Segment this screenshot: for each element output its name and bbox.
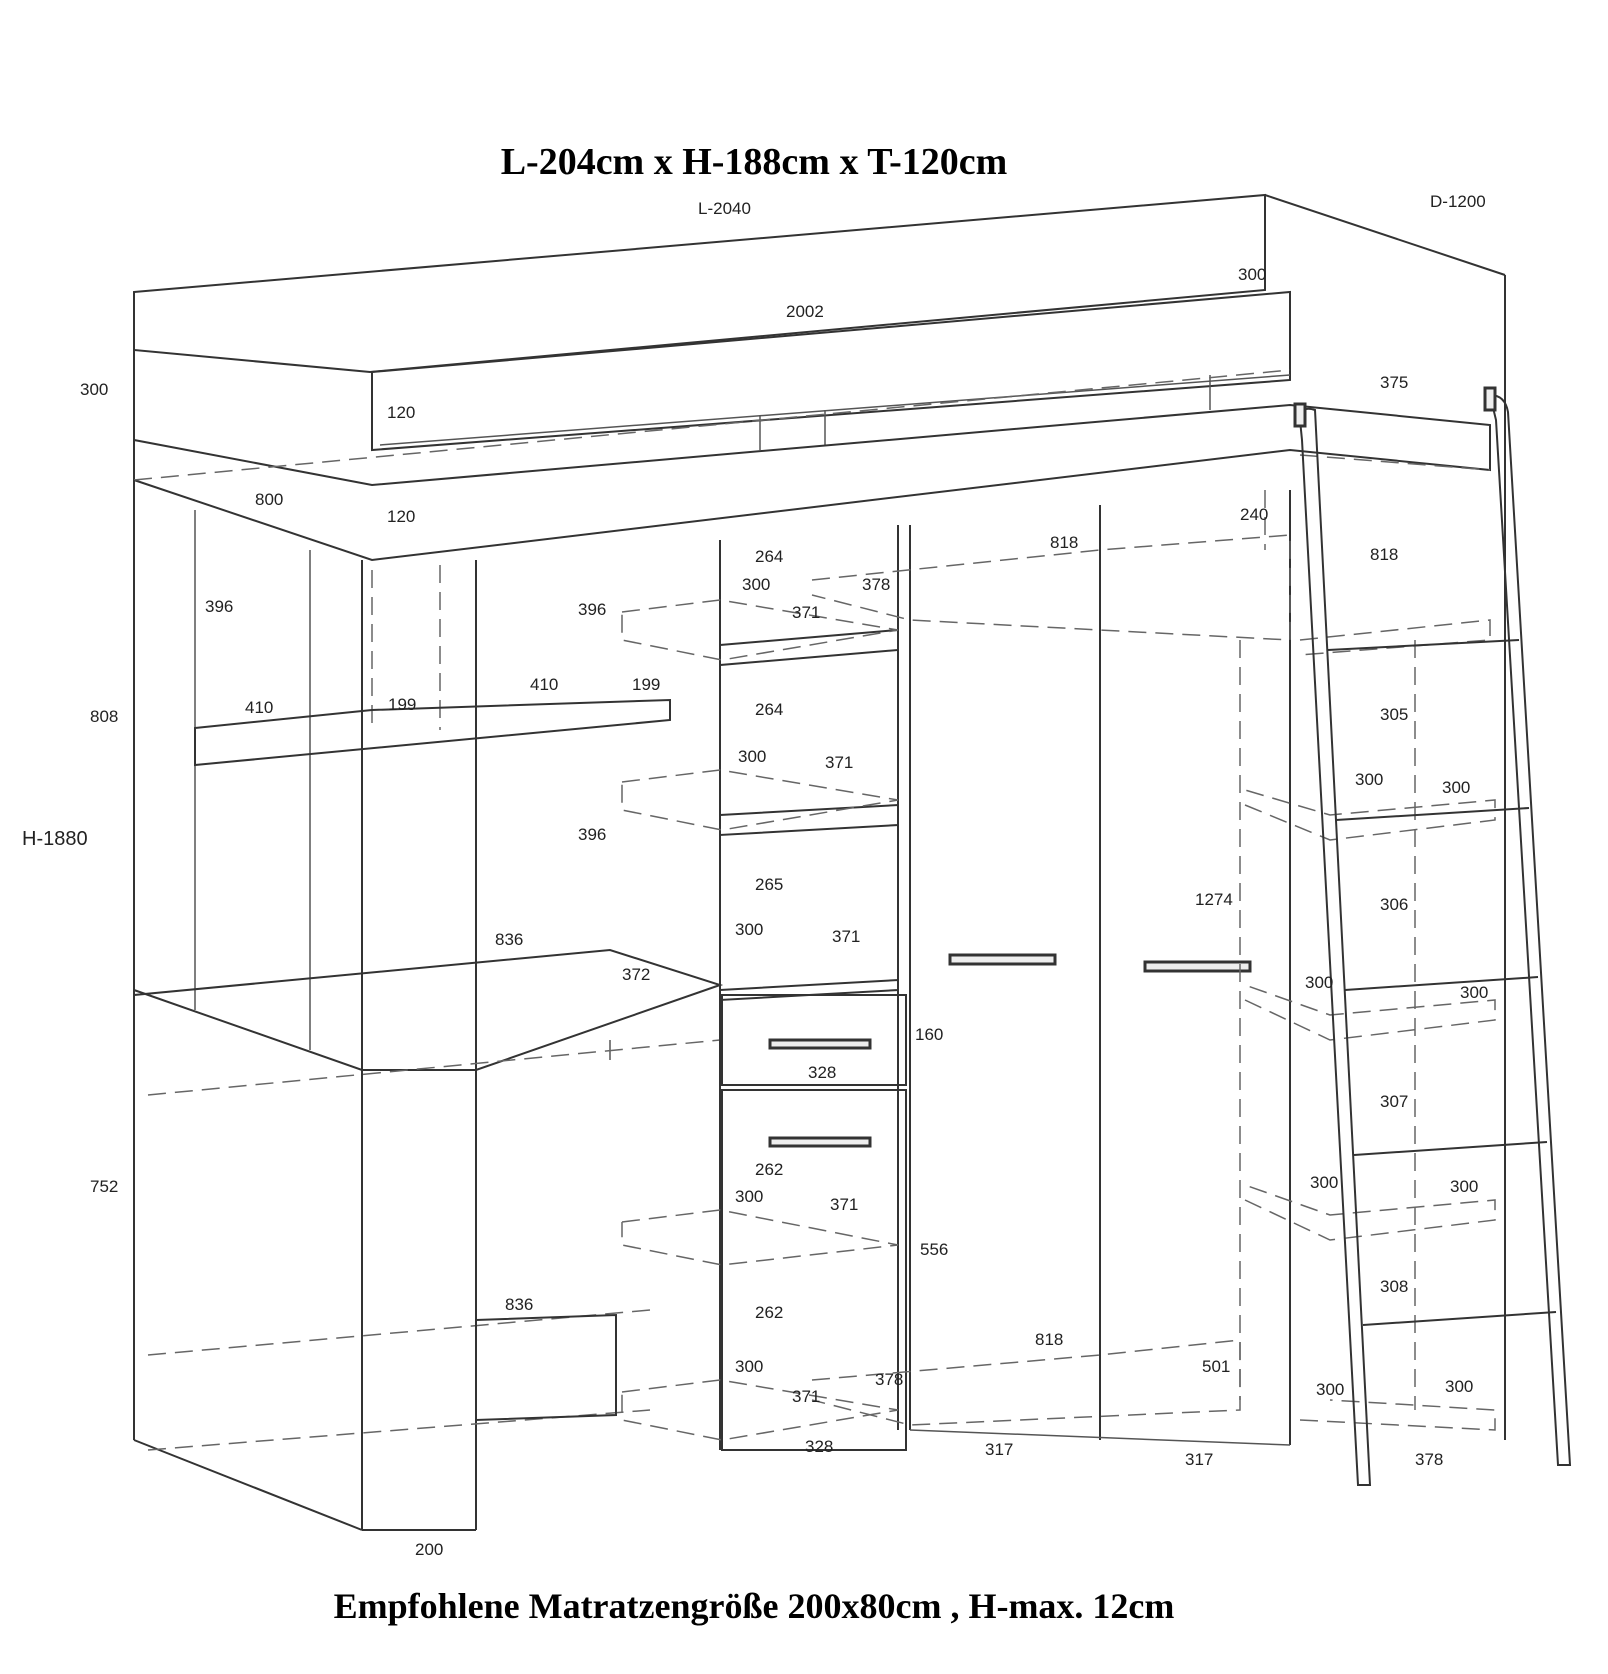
dim-lower-shelf-d-378: 378: [875, 1370, 904, 1389]
drawer-lower-handle[interactable]: [770, 1138, 870, 1146]
dim-lower-h-2: 262: [755, 1303, 784, 1322]
dim-left-shelf-depth: 410: [245, 698, 274, 717]
dim-guard-end: 300: [1238, 265, 1267, 284]
dim-ladder-shelf-w-1b: 300: [1442, 778, 1471, 797]
dim-lower-block: 556: [920, 1240, 949, 1259]
dim-ladder-shelf-w-2a: 300: [1305, 973, 1334, 992]
back-guard-rail: [134, 195, 1265, 372]
dim-wardrobe-depth-top: 818: [1050, 533, 1079, 552]
dim-col-396-b: 396: [578, 825, 607, 844]
dim-guard-height-left: 300: [80, 380, 109, 399]
dim-ladder-shelf-2: 306: [1380, 895, 1409, 914]
wardrobe-handle-left[interactable]: [950, 955, 1055, 964]
dim-ladder-shelf-w-4a: 300: [1316, 1380, 1345, 1399]
dim-shelf-h-3: 265: [755, 875, 784, 894]
diagram-title: L-204cm x H-188cm x T-120cm: [500, 141, 1008, 183]
dim-lower-section: 752: [90, 1177, 119, 1196]
desk-back-panel: [476, 1315, 616, 1420]
dim-wardrobe-inner: 501: [1202, 1357, 1231, 1376]
dim-ladder-shelf-1: 305: [1380, 705, 1409, 724]
dim-ladder-shelf-w-1a: 300: [1355, 770, 1384, 789]
drawer-upper-handle[interactable]: [770, 1040, 870, 1048]
column-shelf-3: [720, 980, 898, 1000]
dim-ladder-depth-top: 818: [1370, 545, 1399, 564]
dim-base-depth: 200: [415, 1540, 444, 1559]
dim-wardrobe-base-a: 317: [985, 1440, 1014, 1459]
dim-ladder-shelf-4: 308: [1380, 1277, 1409, 1296]
dim-desk-depth: 372: [622, 965, 651, 984]
dim-mid-shelf-width: 410: [530, 675, 559, 694]
front-guard-board: [372, 292, 1290, 450]
dim-bed-length: 2002: [786, 302, 824, 321]
diagram-footer: Empfohlene Matratzengröße 200x80cm , H-max. 12cm: [333, 1586, 1175, 1626]
dim-lower-h-1: 262: [755, 1160, 784, 1179]
dim-shelf-d-3: 371: [832, 927, 861, 946]
dim-top-gap: 240: [1240, 505, 1269, 524]
dim-guard-board-1: 120: [387, 403, 416, 422]
dim-ladder-shelf-w-3b: 300: [1450, 1177, 1479, 1196]
dim-desk-width: 836: [495, 930, 524, 949]
dim-wardrobe-height: 1274: [1195, 890, 1233, 909]
dim-mid-shelf-depth: 199: [388, 695, 417, 714]
dim-drawer-width: 328: [808, 1063, 837, 1082]
dim-left-shelf-height: 396: [205, 597, 234, 616]
dim-shelf-w-3: 300: [735, 920, 764, 939]
dim-bottom-panel-width: 836: [505, 1295, 534, 1314]
dim-ladder-opening: 375: [1380, 373, 1409, 392]
dim-shelf-d-378-top: 378: [862, 575, 891, 594]
dim-ladder-shelf-w-3a: 300: [1310, 1173, 1339, 1192]
dim-shelf-d-top: 371: [792, 603, 821, 622]
dim-drawer-height: 160: [915, 1025, 944, 1044]
dim-mid-shelf-depth-2: 199: [632, 675, 661, 694]
dim-depth-overall: D-1200: [1430, 192, 1486, 211]
dim-guard-board-2: 120: [387, 507, 416, 526]
dim-lower-shelf-w-1: 300: [735, 1187, 764, 1206]
ladder-hook-left: [1295, 404, 1305, 426]
dim-ladder-shelf-w-2b: 300: [1460, 983, 1489, 1002]
wardrobe-handle-right[interactable]: [1145, 962, 1250, 971]
dim-length-overall: L-2040: [698, 199, 751, 218]
dim-shelf-w-top: 300: [742, 575, 771, 594]
dim-lower-shelf-d-1: 371: [830, 1195, 859, 1214]
column-shelf-2: [720, 805, 898, 835]
dim-wardrobe-depth-bottom: 818: [1035, 1330, 1064, 1349]
dim-col-396-a: 396: [578, 600, 607, 619]
dim-base-width-328: 328: [805, 1437, 834, 1456]
dim-ladder-base: 378: [1415, 1450, 1444, 1469]
dim-wardrobe-base-b: 317: [1185, 1450, 1214, 1469]
dim-upper-section: 808: [90, 707, 119, 726]
dim-shelf-w-2: 300: [738, 747, 767, 766]
dim-ladder-shelf-w-4b: 300: [1445, 1377, 1474, 1396]
ladder-hook-right: [1485, 388, 1495, 410]
bed-deck: [134, 405, 1490, 560]
dim-shelf-h-2: 264: [755, 700, 784, 719]
ladder[interactable]: [1300, 395, 1570, 1485]
dim-lower-shelf-d-2: 371: [792, 1387, 821, 1406]
dim-lower-shelf-w-2: 300: [735, 1357, 764, 1376]
dim-bed-width: 800: [255, 490, 284, 509]
dim-ladder-shelf-3: 307: [1380, 1092, 1409, 1111]
dim-shelf-h-1: 264: [755, 547, 784, 566]
dim-shelf-d-2: 371: [825, 753, 854, 772]
dim-height-overall: H-1880: [22, 828, 88, 850]
